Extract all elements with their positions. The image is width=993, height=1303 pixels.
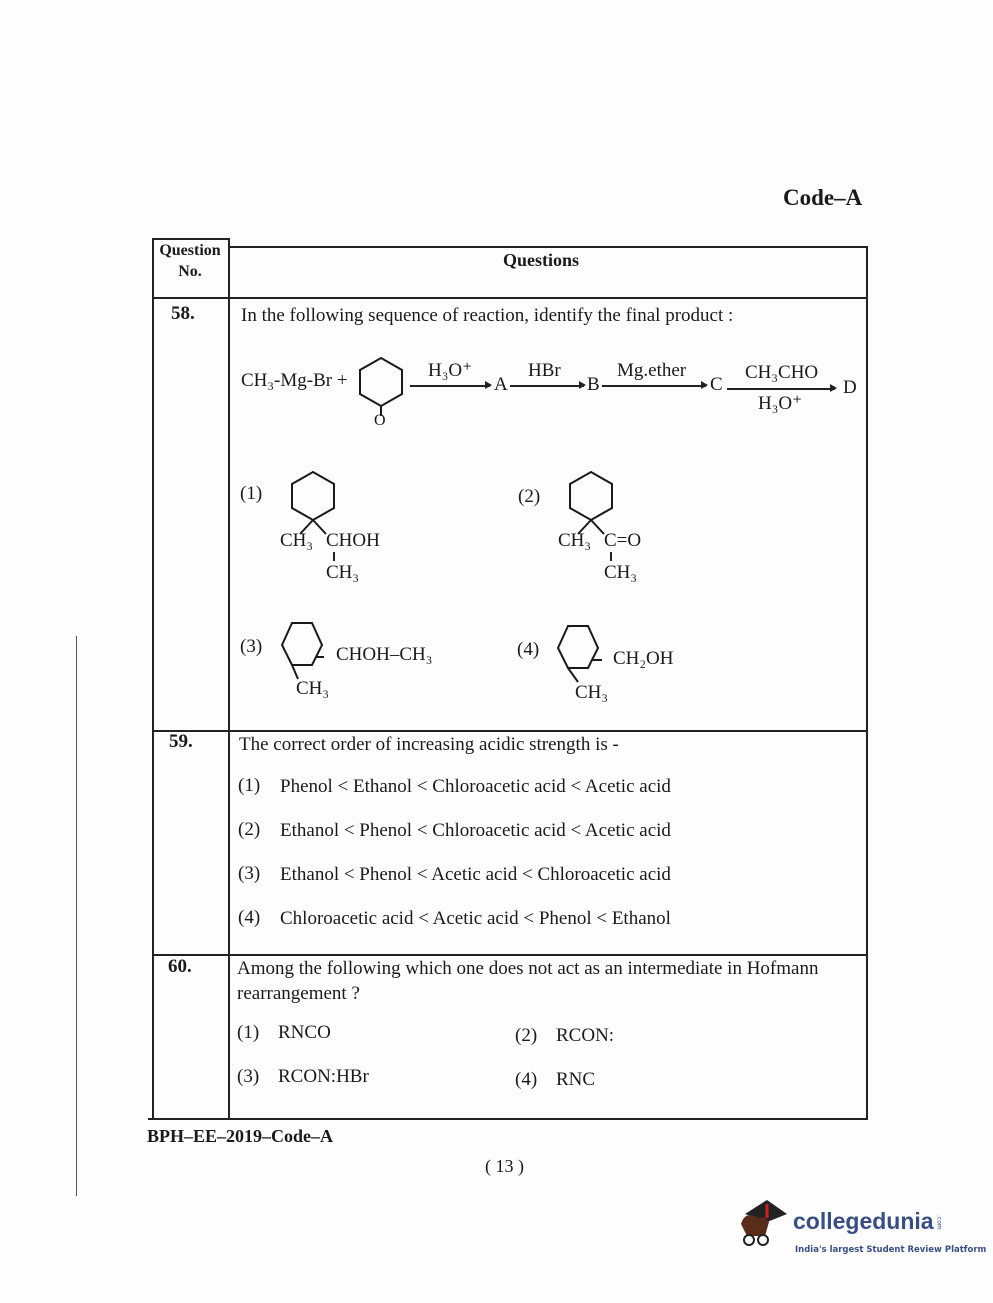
question-number: 60. [168,956,192,977]
option-text: RNCO [278,1022,331,1043]
option-number: (1) [237,1022,260,1043]
arrow-icon [510,385,584,387]
substituent: CH₃ [296,678,330,699]
reactant: CH₃-Mg-Br + [241,370,348,391]
option-text: Ethanol < Phenol < Acetic acid < Chloroacetic acid [280,864,671,885]
option-text: Phenol < Ethanol < Chloroacetic acid < Acetic acid [280,776,671,797]
cyclohexane-ring [556,626,604,686]
substituent: CH₃ [604,562,638,583]
substituent: CH₂OH [613,648,674,669]
cyclohexanone-ring [360,358,404,408]
reagent-3: Mg.ether [617,360,687,381]
ketone-oxygen: O [374,412,386,429]
collegedunia-mascot-icon [735,1196,791,1256]
option-text: RCON: [556,1025,615,1046]
paper-code: Code–A [783,185,863,210]
option-text: Chloroacetic acid < Acetic acid < Phenol < Ethanol [280,908,671,929]
option-number: (1) [238,775,261,796]
option-text: RCON:HBr [278,1066,369,1087]
question-number: 58. [171,303,195,324]
option-number: (2) [515,1025,538,1046]
intermediate-c: C [710,374,723,395]
question-number: 59. [169,731,193,752]
table-row-divider [152,730,868,732]
question-text: The correct order of increasing acidic strength is - [239,734,619,755]
substituent: CH₃ [280,530,314,551]
option-number: (3) [240,636,263,657]
option-number: (4) [238,907,261,928]
scan-edge-line [76,636,77,1196]
table-border-left [152,238,154,1120]
option-number: (3) [238,863,261,884]
intermediate-b: B [587,374,600,395]
substituent: CH₃ [326,562,360,583]
reagent-4: CH₃CHO [745,362,819,383]
header-question-no: Question No. [159,242,221,280]
question-text: In the following sequence of reaction, identify the final product : [241,305,734,326]
table-col-divider [228,238,230,1120]
substituent: CHOH [326,530,380,551]
arrow-icon [602,385,706,387]
product-d: D [843,377,857,398]
intermediate-a: A [494,374,508,395]
option-number: (1) [240,483,263,504]
cyclohexane-ring [280,623,326,683]
substituent: CH₃ [575,682,609,703]
arrow-icon [410,385,490,387]
bond [610,552,612,561]
watermark-brand: collegedunia [793,1208,934,1234]
option-number: (3) [237,1066,260,1087]
option-number: (2) [238,819,261,840]
watermark-tld: .com [935,1215,943,1230]
reagent-1: H₃O⁺ [428,360,473,381]
option-number: (2) [518,486,541,507]
watermark-tagline: India's largest Student Review Platform [795,1245,987,1255]
footer-code: BPH–EE–2019–Code–A [147,1126,334,1146]
watermark-wordmark [793,1207,943,1235]
option-text: RNC [556,1069,596,1090]
substituent: CHOH–CH₃ [336,644,433,665]
table-border-bottom [148,1118,868,1120]
table-row-divider [152,954,868,956]
table-border-top [228,246,868,248]
reagent-4-condition: H₃O⁺ [758,393,803,414]
question-text: Among the following which one does not act as an intermediate in Hofmann [237,958,819,979]
substituent: C=O [604,530,642,551]
header-questions: Questions [503,250,580,270]
substituent: CH₃ [558,530,592,551]
option-number: (4) [517,639,540,660]
table-border-right [866,246,868,1120]
bond [333,552,335,561]
reagent-2: HBr [528,360,561,381]
page-number: ( 13 ) [485,1156,524,1176]
arrow-icon [727,388,835,390]
table-row-divider [152,297,868,299]
option-text: Ethanol < Phenol < Chloroacetic acid < Acetic acid [280,820,671,841]
option-number: (4) [515,1069,538,1090]
question-text: rearrangement ? [237,983,360,1004]
